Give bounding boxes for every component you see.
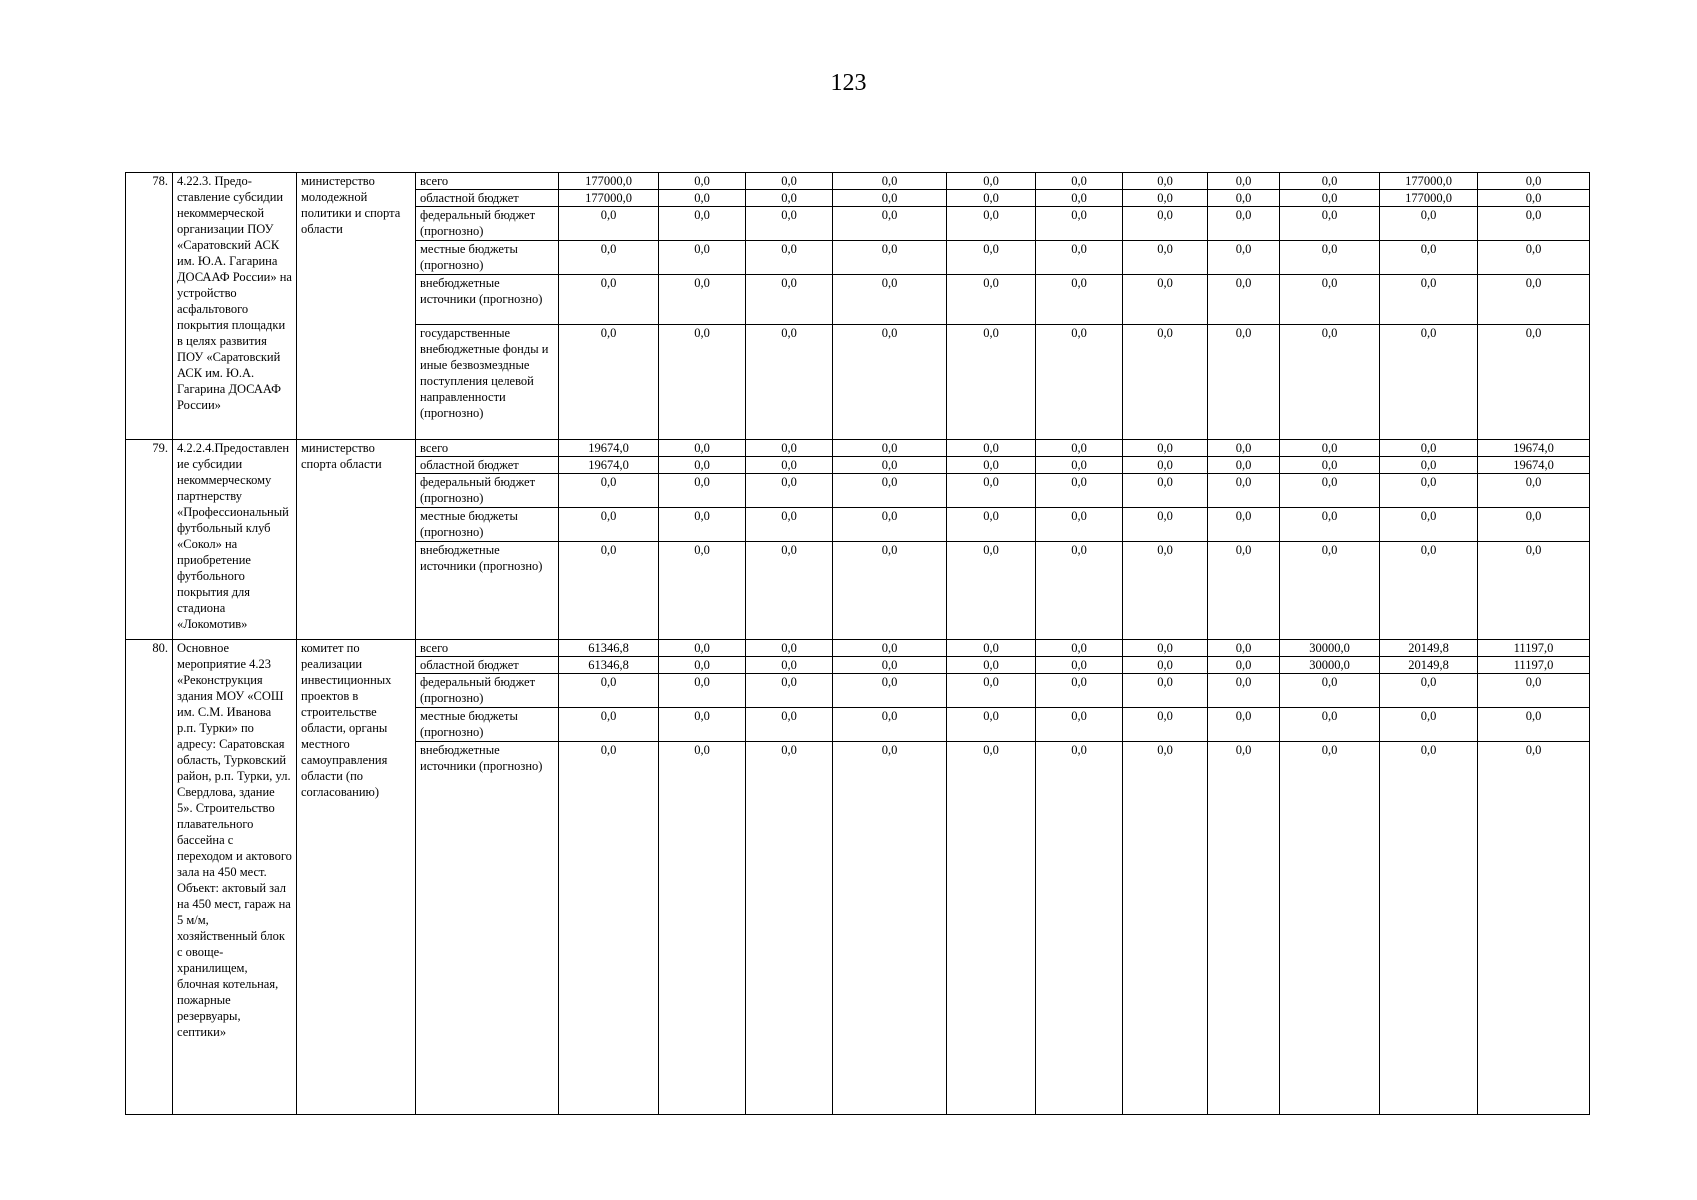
funding-source: местные бюджеты (прогнозно)	[416, 508, 559, 542]
amount-cell: 0,0	[1123, 640, 1208, 657]
amount-cell: 0,0	[1280, 325, 1380, 440]
amount-cell: 20149,8	[1380, 657, 1478, 674]
amount-cell: 0,0	[746, 657, 833, 674]
amount-cell: 0,0	[746, 241, 833, 275]
amount-cell: 0,0	[947, 325, 1036, 440]
amount-cell: 0,0	[1036, 241, 1123, 275]
amount-cell: 0,0	[1208, 190, 1280, 207]
amount-cell: 0,0	[659, 542, 746, 640]
amount-cell: 0,0	[1036, 207, 1123, 241]
amount-cell: 0,0	[1036, 657, 1123, 674]
amount-cell: 0,0	[659, 742, 746, 1115]
amount-cell: 0,0	[833, 674, 947, 708]
amount-cell: 0,0	[1123, 325, 1208, 440]
funding-source: всего	[416, 173, 559, 190]
entry-executor: министерство спорта области	[297, 440, 416, 640]
amount-cell: 0,0	[659, 325, 746, 440]
funding-source: местные бюджеты (прогнозно)	[416, 708, 559, 742]
amount-cell: 177000,0	[559, 173, 659, 190]
amount-cell: 19674,0	[559, 440, 659, 457]
amount-cell: 0,0	[659, 474, 746, 508]
amount-cell: 0,0	[746, 508, 833, 542]
amount-cell: 0,0	[1478, 474, 1590, 508]
amount-cell: 0,0	[1380, 542, 1478, 640]
funding-source: областной бюджет	[416, 657, 559, 674]
amount-cell: 0,0	[947, 241, 1036, 275]
amount-cell: 0,0	[1208, 275, 1280, 325]
amount-cell: 0,0	[947, 742, 1036, 1115]
amount-cell: 0,0	[1380, 457, 1478, 474]
amount-cell: 0,0	[1478, 508, 1590, 542]
amount-cell: 0,0	[659, 207, 746, 241]
amount-cell: 0,0	[1380, 275, 1478, 325]
amount-cell: 0,0	[1036, 674, 1123, 708]
funding-source: федеральный бюджет (прогнозно)	[416, 674, 559, 708]
amount-cell: 0,0	[1280, 440, 1380, 457]
table-row	[126, 640, 1590, 657]
amount-cell: 0,0	[1380, 241, 1478, 275]
amount-cell: 0,0	[833, 173, 947, 190]
amount-cell: 0,0	[947, 207, 1036, 241]
amount-cell: 19674,0	[1478, 440, 1590, 457]
amount-cell: 0,0	[1208, 325, 1280, 440]
amount-cell: 0,0	[659, 173, 746, 190]
amount-cell: 0,0	[1036, 742, 1123, 1115]
amount-cell: 0,0	[947, 275, 1036, 325]
budget-table	[125, 172, 1590, 1115]
amount-cell: 0,0	[559, 275, 659, 325]
amount-cell: 0,0	[1280, 674, 1380, 708]
entry-number: 78.	[126, 173, 173, 440]
funding-source: областной бюджет	[416, 457, 559, 474]
amount-cell: 0,0	[1478, 742, 1590, 1115]
amount-cell: 0,0	[833, 640, 947, 657]
entry-executor: комитет по реализации инвестиционных проектов в строительстве области, органы местного самоуправления области (по согласованию)	[297, 640, 416, 1115]
amount-cell: 0,0	[1036, 640, 1123, 657]
amount-cell: 0,0	[1123, 474, 1208, 508]
amount-cell: 0,0	[1208, 742, 1280, 1115]
amount-cell: 0,0	[746, 542, 833, 640]
amount-cell: 0,0	[1208, 241, 1280, 275]
amount-cell: 0,0	[1380, 674, 1478, 708]
entry-executor: министерство молодежной политики и спорта области	[297, 173, 416, 440]
amount-cell: 0,0	[1478, 190, 1590, 207]
amount-cell: 0,0	[1208, 640, 1280, 657]
amount-cell: 0,0	[947, 190, 1036, 207]
amount-cell: 0,0	[1208, 708, 1280, 742]
amount-cell: 0,0	[746, 474, 833, 508]
amount-cell: 0,0	[559, 674, 659, 708]
amount-cell: 0,0	[1123, 173, 1208, 190]
amount-cell: 0,0	[1208, 440, 1280, 457]
amount-cell: 0,0	[746, 708, 833, 742]
amount-cell: 0,0	[1036, 190, 1123, 207]
funding-source: всего	[416, 640, 559, 657]
entry-number: 80.	[126, 640, 173, 1115]
amount-cell: 0,0	[833, 542, 947, 640]
amount-cell: 0,0	[1478, 173, 1590, 190]
budget-table-body	[126, 173, 1590, 1115]
amount-cell: 0,0	[746, 440, 833, 457]
funding-source: государственные внебюджетные фонды и иные безвозмездные поступления целевой направленности (прогнозно)	[416, 325, 559, 440]
amount-cell: 0,0	[559, 742, 659, 1115]
amount-cell: 0,0	[947, 640, 1036, 657]
amount-cell: 0,0	[947, 508, 1036, 542]
amount-cell: 0,0	[1280, 173, 1380, 190]
amount-cell: 0,0	[1380, 742, 1478, 1115]
amount-cell: 30000,0	[1280, 640, 1380, 657]
amount-cell: 0,0	[1123, 207, 1208, 241]
amount-cell: 0,0	[559, 708, 659, 742]
amount-cell: 177000,0	[559, 190, 659, 207]
amount-cell: 11197,0	[1478, 640, 1590, 657]
amount-cell: 0,0	[659, 708, 746, 742]
amount-cell: 0,0	[1280, 542, 1380, 640]
amount-cell: 0,0	[559, 241, 659, 275]
amount-cell: 0,0	[659, 241, 746, 275]
amount-cell: 0,0	[1208, 457, 1280, 474]
amount-cell: 0,0	[559, 542, 659, 640]
table-row	[126, 440, 1590, 457]
amount-cell: 0,0	[1478, 708, 1590, 742]
amount-cell: 61346,8	[559, 657, 659, 674]
amount-cell: 0,0	[833, 275, 947, 325]
amount-cell: 0,0	[1123, 457, 1208, 474]
amount-cell: 0,0	[1478, 241, 1590, 275]
amount-cell: 0,0	[833, 508, 947, 542]
amount-cell: 0,0	[746, 457, 833, 474]
amount-cell: 0,0	[1280, 508, 1380, 542]
funding-source: местные бюджеты (прогнозно)	[416, 241, 559, 275]
amount-cell: 0,0	[1036, 275, 1123, 325]
funding-source: внебюджетные источники (прогнозно)	[416, 542, 559, 640]
amount-cell: 0,0	[947, 657, 1036, 674]
amount-cell: 0,0	[1036, 440, 1123, 457]
entry-name: Основное мероприятие 4.23 «Реконструкция здания МОУ «СОШ им. С.М. Иванова р.п. Турки» по адресу: Саратовская область, Турковский район, р.п. Турки, ул. Свердлова, здание 5». Строительство плавательного бассейна с переходом и актового зала на 450 мест. Объект: актовый зал на 450 мест, гараж на 5 м/м, хозяйственный блок с овоще-хранилищем, блочная котельная, пожарные резервуары, септики»	[173, 640, 297, 1115]
amount-cell: 0,0	[1208, 207, 1280, 241]
amount-cell: 0,0	[659, 508, 746, 542]
amount-cell: 0,0	[659, 640, 746, 657]
amount-cell: 0,0	[1380, 207, 1478, 241]
funding-source: федеральный бюджет (прогнозно)	[416, 207, 559, 241]
amount-cell: 0,0	[833, 325, 947, 440]
entry-name: 4.22.3. Предо-ставление субсидии некоммерческой организации ПОУ «Саратовский АСК им. Ю.А. Гагарина ДОСААФ России» на устройство асфальтового покрытия площадки в целях развития ПОУ «Саратовский АСК им. Ю.А. Гагарина ДОСААФ России»	[173, 173, 297, 440]
amount-cell: 0,0	[833, 190, 947, 207]
amount-cell: 19674,0	[1478, 457, 1590, 474]
amount-cell: 0,0	[746, 207, 833, 241]
amount-cell: 0,0	[1123, 708, 1208, 742]
funding-source: внебюджетные источники (прогнозно)	[416, 742, 559, 1115]
amount-cell: 0,0	[746, 173, 833, 190]
amount-cell: 30000,0	[1280, 657, 1380, 674]
amount-cell: 0,0	[1123, 742, 1208, 1115]
amount-cell: 0,0	[833, 440, 947, 457]
amount-cell: 0,0	[947, 674, 1036, 708]
amount-cell: 0,0	[1123, 508, 1208, 542]
amount-cell: 0,0	[1380, 474, 1478, 508]
funding-source: федеральный бюджет (прогнозно)	[416, 474, 559, 508]
amount-cell: 0,0	[833, 474, 947, 508]
amount-cell: 0,0	[1123, 657, 1208, 674]
amount-cell: 0,0	[1280, 190, 1380, 207]
amount-cell: 20149,8	[1380, 640, 1478, 657]
amount-cell: 0,0	[947, 708, 1036, 742]
amount-cell: 0,0	[1380, 325, 1478, 440]
amount-cell: 0,0	[559, 325, 659, 440]
amount-cell: 0,0	[659, 440, 746, 457]
amount-cell: 0,0	[1380, 440, 1478, 457]
amount-cell: 0,0	[1280, 275, 1380, 325]
amount-cell: 0,0	[659, 275, 746, 325]
amount-cell: 0,0	[1036, 457, 1123, 474]
amount-cell: 0,0	[559, 474, 659, 508]
amount-cell: 0,0	[833, 207, 947, 241]
amount-cell: 0,0	[1123, 190, 1208, 207]
amount-cell: 0,0	[1478, 275, 1590, 325]
amount-cell: 0,0	[833, 457, 947, 474]
amount-cell: 0,0	[559, 207, 659, 241]
amount-cell: 0,0	[746, 190, 833, 207]
amount-cell: 0,0	[1036, 173, 1123, 190]
amount-cell: 177000,0	[1380, 173, 1478, 190]
amount-cell: 0,0	[1123, 440, 1208, 457]
amount-cell: 0,0	[659, 657, 746, 674]
amount-cell: 0,0	[1123, 275, 1208, 325]
amount-cell: 11197,0	[1478, 657, 1590, 674]
amount-cell: 0,0	[559, 508, 659, 542]
amount-cell: 0,0	[746, 674, 833, 708]
amount-cell: 0,0	[1478, 674, 1590, 708]
page-number: 123	[830, 70, 867, 96]
amount-cell: 0,0	[1036, 708, 1123, 742]
amount-cell: 0,0	[1036, 474, 1123, 508]
amount-cell: 0,0	[746, 640, 833, 657]
amount-cell: 0,0	[659, 457, 746, 474]
table-row	[126, 173, 1590, 190]
amount-cell: 0,0	[1380, 708, 1478, 742]
amount-cell: 0,0	[947, 474, 1036, 508]
amount-cell: 0,0	[1036, 542, 1123, 640]
amount-cell: 0,0	[1208, 674, 1280, 708]
amount-cell: 0,0	[659, 190, 746, 207]
amount-cell: 0,0	[1208, 173, 1280, 190]
amount-cell: 0,0	[746, 325, 833, 440]
amount-cell: 0,0	[746, 742, 833, 1115]
funding-source: внебюджетные источники (прогнозно)	[416, 275, 559, 325]
amount-cell: 0,0	[1208, 474, 1280, 508]
amount-cell: 0,0	[1036, 325, 1123, 440]
amount-cell: 19674,0	[559, 457, 659, 474]
funding-source: всего	[416, 440, 559, 457]
amount-cell: 0,0	[1123, 674, 1208, 708]
amount-cell: 0,0	[1280, 241, 1380, 275]
amount-cell: 0,0	[947, 173, 1036, 190]
amount-cell: 0,0	[947, 440, 1036, 457]
amount-cell: 0,0	[1123, 241, 1208, 275]
amount-cell: 0,0	[833, 241, 947, 275]
amount-cell: 0,0	[1280, 207, 1380, 241]
amount-cell: 0,0	[1208, 508, 1280, 542]
amount-cell: 0,0	[1478, 207, 1590, 241]
funding-source: областной бюджет	[416, 190, 559, 207]
amount-cell: 0,0	[1380, 508, 1478, 542]
amount-cell: 0,0	[746, 275, 833, 325]
amount-cell: 0,0	[1123, 542, 1208, 640]
amount-cell: 177000,0	[1380, 190, 1478, 207]
amount-cell: 0,0	[1478, 325, 1590, 440]
amount-cell: 0,0	[1208, 542, 1280, 640]
amount-cell: 0,0	[1280, 457, 1380, 474]
amount-cell: 0,0	[659, 674, 746, 708]
amount-cell: 0,0	[1280, 742, 1380, 1115]
entry-name: 4.2.2.4.Предоставление субсидии некоммерческому партнерству «Профессиональный футбольный клуб «Сокол» на приобретение футбольного покрытия для стадиона «Локомотив»	[173, 440, 297, 640]
amount-cell: 0,0	[833, 742, 947, 1115]
amount-cell: 0,0	[947, 457, 1036, 474]
amount-cell: 0,0	[1478, 542, 1590, 640]
amount-cell: 61346,8	[559, 640, 659, 657]
amount-cell: 0,0	[1208, 657, 1280, 674]
amount-cell: 0,0	[1280, 708, 1380, 742]
amount-cell: 0,0	[833, 708, 947, 742]
amount-cell: 0,0	[833, 657, 947, 674]
entry-number: 79.	[126, 440, 173, 640]
amount-cell: 0,0	[1036, 508, 1123, 542]
amount-cell: 0,0	[1280, 474, 1380, 508]
amount-cell: 0,0	[947, 542, 1036, 640]
